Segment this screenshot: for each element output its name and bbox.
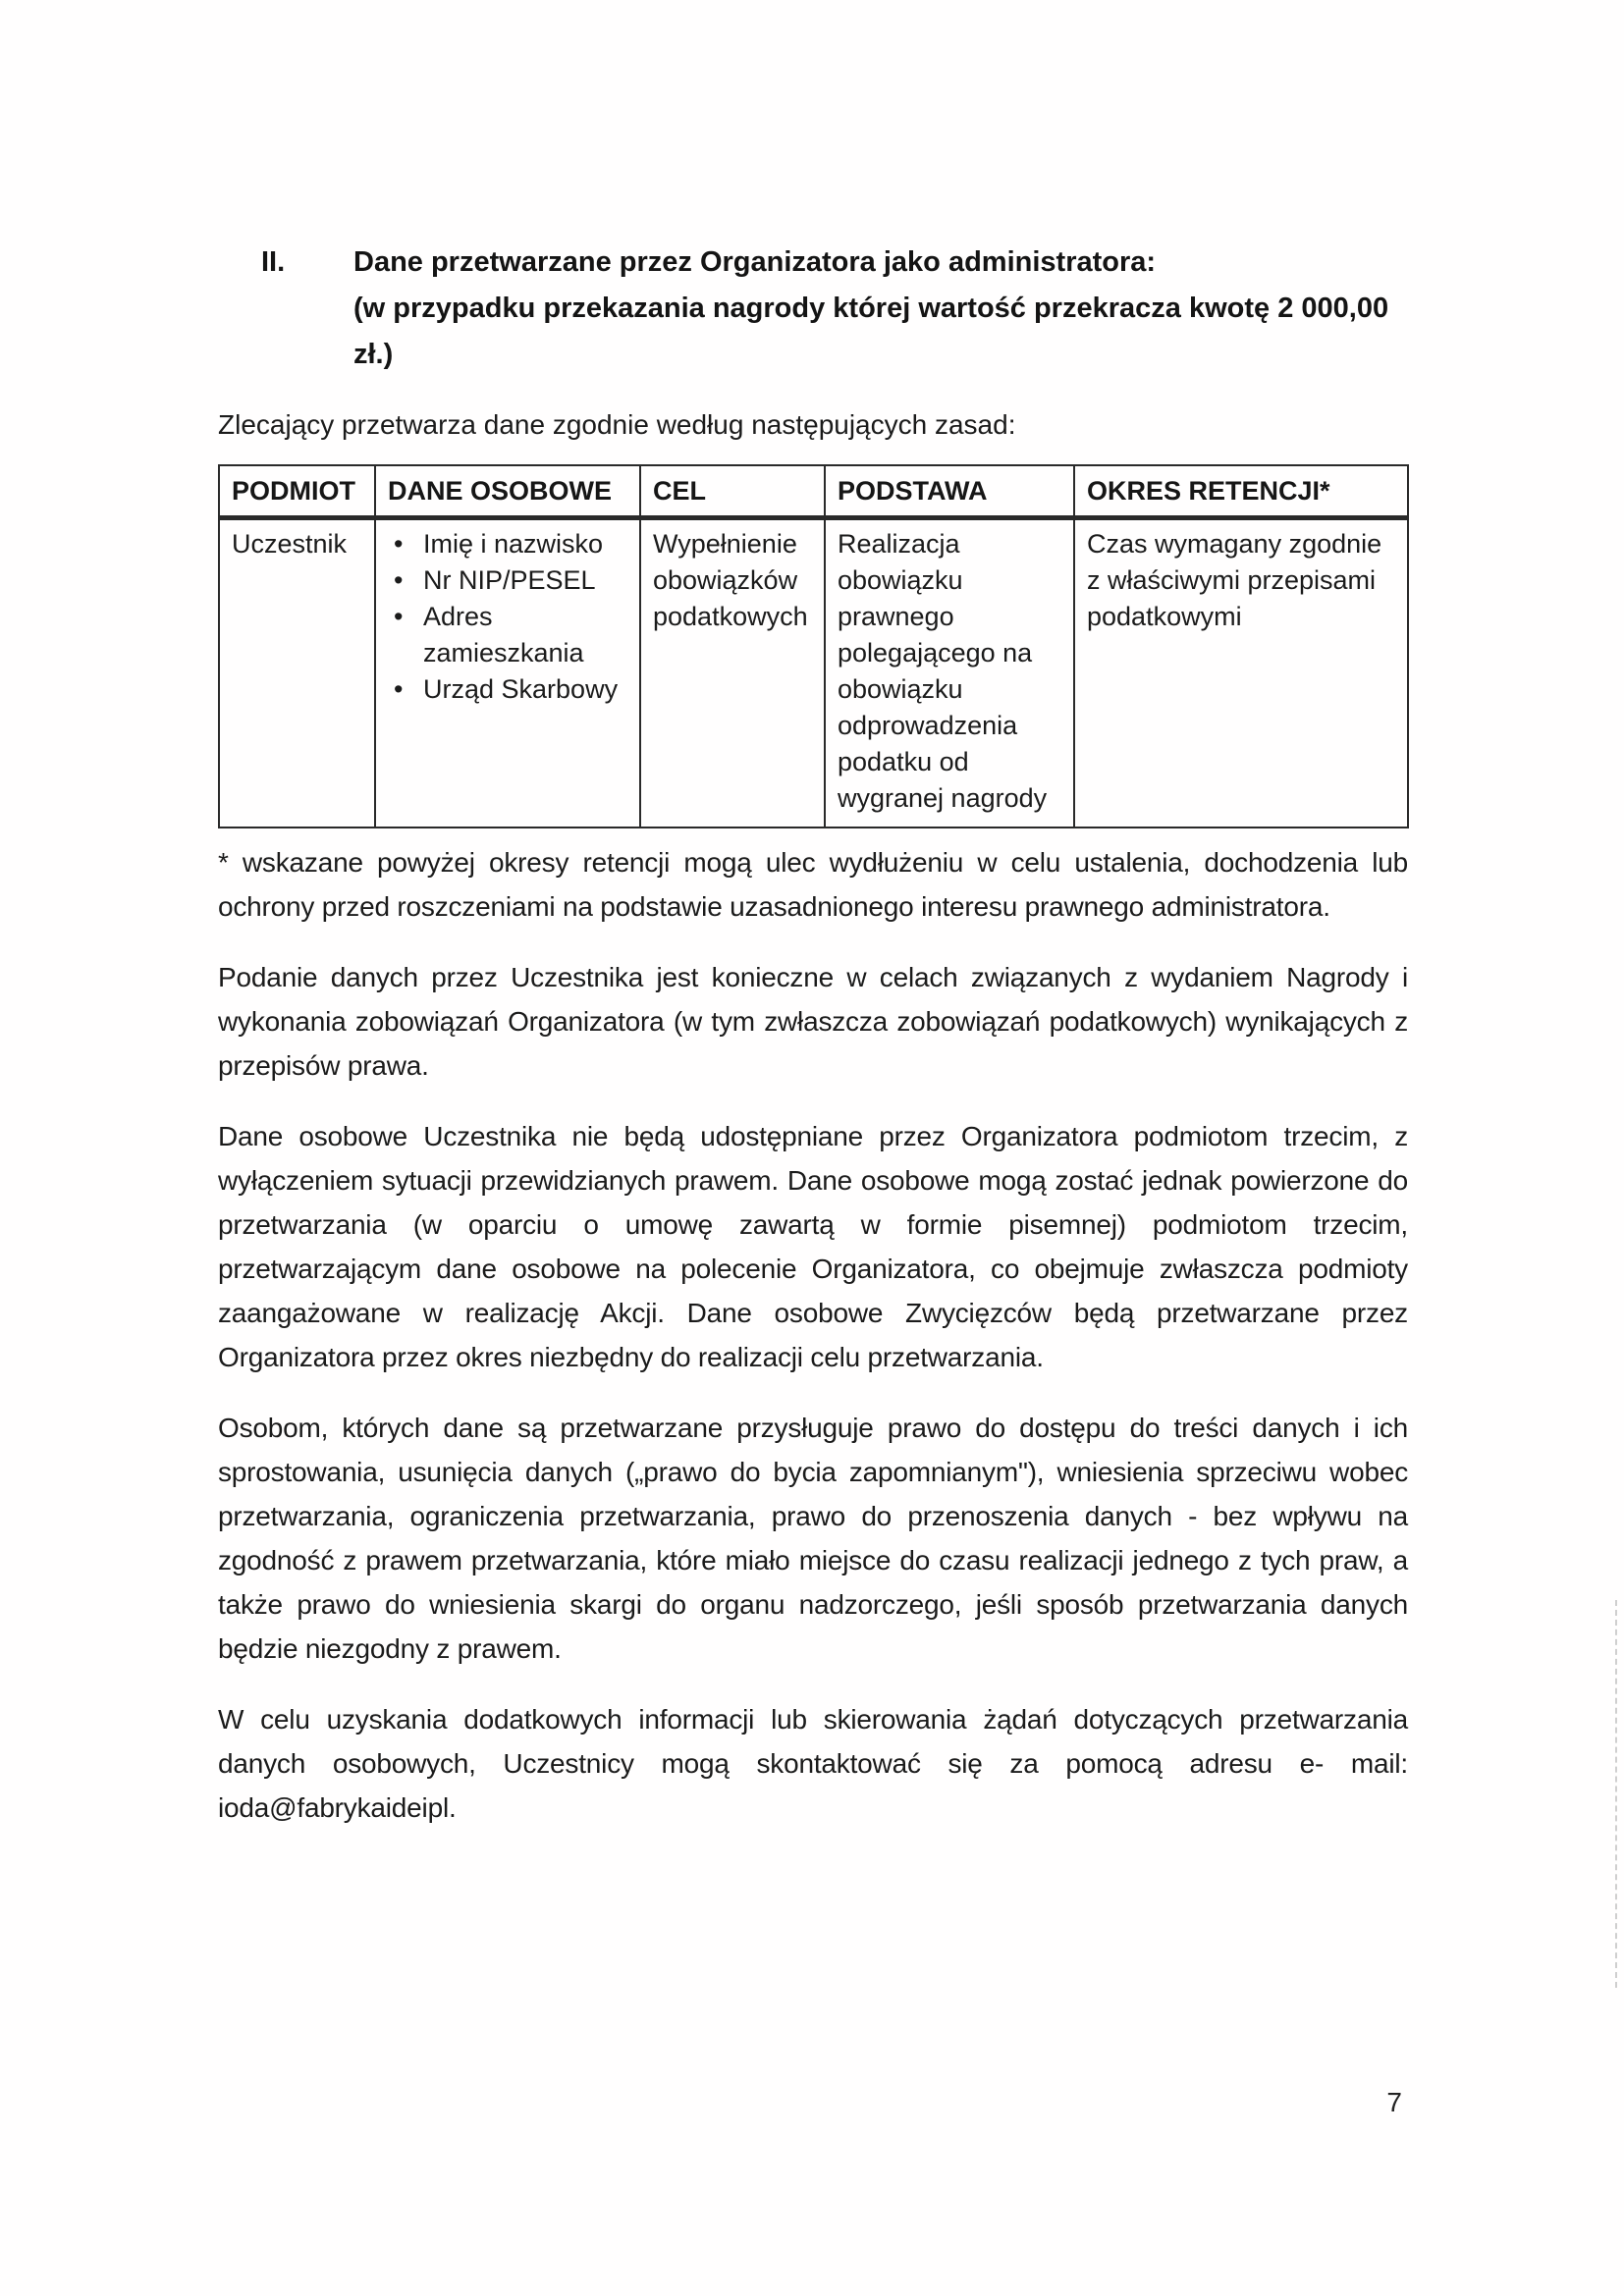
list-item: • Adres zamieszkania — [388, 599, 627, 671]
section-heading — [218, 240, 1408, 378]
cell-cel: Wypełnienie obowiązków podatkowych — [640, 518, 825, 828]
intro-text: Zlecający przetwarza dane zgodnie według następujących zasad: — [218, 409, 1016, 440]
column-header-cel: CEL — [640, 465, 825, 518]
table-row — [219, 518, 1408, 828]
column-header-podstawa: PODSTAWA — [825, 465, 1074, 518]
page-number: 7 — [1386, 2087, 1402, 2117]
list-item: • Imię i nazwisko — [388, 526, 627, 562]
body-paragraph-data-sharing: Dane osobowe Uczestnika nie będą udostępniane przez Organizatora podmiotom trzecim, z wyłączeniem sytuacji przewidzianych prawem. Dane osobowe mogą zostać jednak powierzone do przetwarzania (w oparciu o umowę zawartą w formie pisemnej) podmiotom trzecim, przetwarzającym dane osobowe na polecenie Organizatora, co obejmuje zwłaszcza podmioty zaangażowane w realizację Akcji. Dane osobowe Zwycięzców będą przetwarzane przez Organizatora przez okres niezbędny do realizacji celu przetwarzania. — [218, 1121, 1408, 1372]
table-header-row — [219, 465, 1408, 518]
section-title: Dane przetwarzane przez Organizatora jako administratora: — [353, 246, 1157, 278]
body-paragraph-contact: W celu uzyskania dodatkowych informacji lub skierowania żądań dotyczących przetwarzania danych osobowych, Uczestnicy mogą skontaktować się za pomocą adresu e- mail: ioda@fabrykaideipl. — [218, 1704, 1408, 1823]
section-numeral: II. — [261, 246, 286, 278]
cell-dane-osobowe — [375, 518, 640, 828]
column-header-dane-osobowe: DANE OSOBOWE — [375, 465, 640, 518]
section-subtitle: (w przypadku przekazania nagrody której wartość przekracza kwotę 2 000,00 zł.) — [353, 293, 1389, 370]
cell-podstawa: Realizacja obowiązku prawnego polegającego na obowiązku odprowadzenia podatku od wygranej nagrody — [825, 518, 1074, 828]
cell-okres-retencji: Czas wymagany zgodnie z właściwymi przepisami podatkowymi — [1074, 518, 1408, 828]
page-content — [218, 240, 1408, 1830]
personal-data-list — [388, 526, 627, 708]
column-header-okres-retencji: OKRES RETENCJI* — [1074, 465, 1408, 518]
cell-podmiot: Uczestnik — [219, 518, 375, 828]
section-title-block — [353, 240, 1408, 378]
retention-footnote: * wskazane powyżej okresy retencji mogą ulec wydłużeniu w celu ustalenia, dochodzenia lub ochrony przed roszczeniami na podstawie uzasadnionego interesu prawnego administratora. — [218, 847, 1408, 922]
data-processing-table — [218, 464, 1409, 828]
scan-artifact-right-edge — [1615, 1600, 1617, 1988]
body-paragraph-data-rights: Osobom, których dane są przetwarzane przysługuje prawo do dostępu do treści danych i ich sprostowania, usunięcia danych („prawo do bycia zapomnianym"), wniesienia sprzeciwu wobec przetwarzania, ograniczenia przetwarzania, prawo do przenoszenia danych - bez wpływu na zgodność z prawem przetwarzania, które miało miejsce do czasu realizacji jednego z tych praw, a także prawo do wniesienia skargi do organu nadzorczego, jeśli sposób przetwarzania danych będzie niezgodny z prawem. — [218, 1413, 1408, 1664]
column-header-podmiot: PODMIOT — [219, 465, 375, 518]
body-paragraph-data-provision: Podanie danych przez Uczestnika jest konieczne w celach związanych z wydaniem Nagrody i wykonania zobowiązań Organizatora (w tym zwłaszcza zobowiązań podatkowych) wynikających z przepisów prawa. — [218, 962, 1408, 1081]
list-item: • Nr NIP/PESEL — [388, 562, 627, 599]
list-item: • Urząd Skarbowy — [388, 671, 627, 708]
